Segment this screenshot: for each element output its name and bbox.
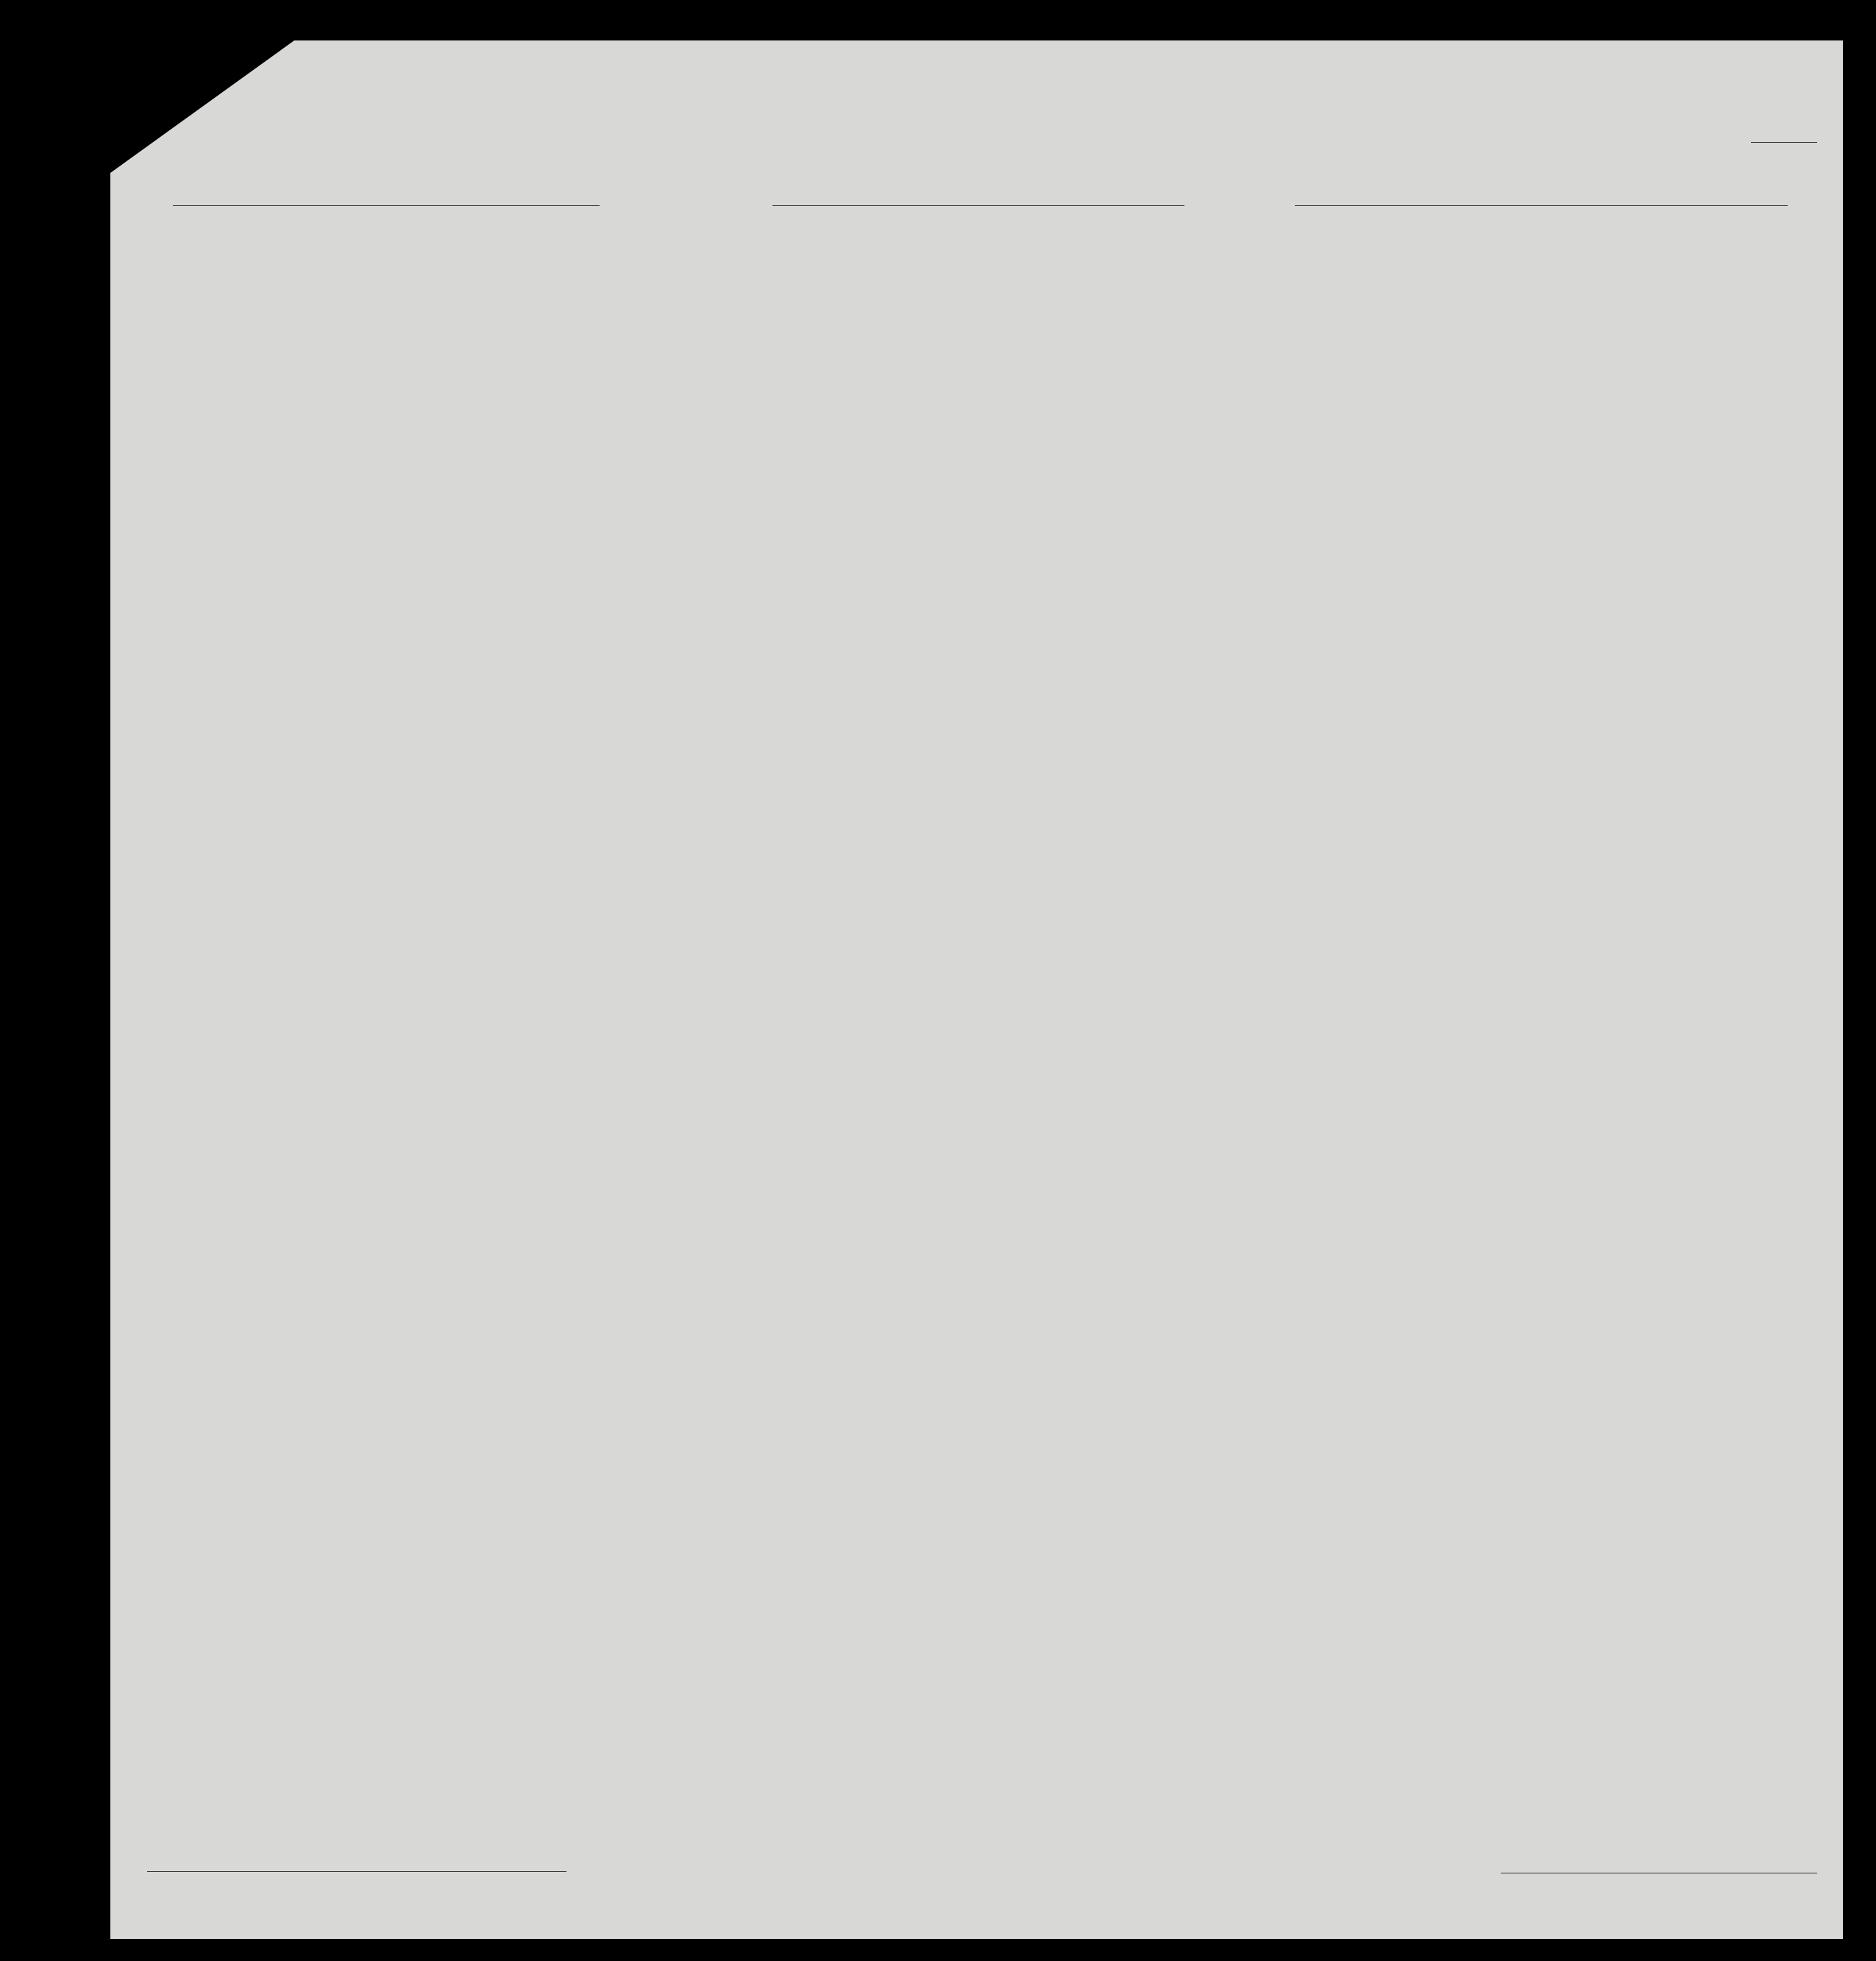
binder-hole: [74, 1770, 103, 1799]
line-underline: [147, 1871, 566, 1872]
binder-hole: [74, 725, 103, 754]
vessel-underline: [173, 205, 600, 206]
sailing-underline: [772, 205, 1184, 206]
binder-hole: [74, 622, 103, 651]
binder-hole: [74, 1284, 103, 1313]
crew-table: [138, 221, 1825, 1858]
sheet-underline: [1751, 142, 1817, 143]
date-underline: [1604, 205, 1788, 206]
torn-corner: [110, 40, 294, 173]
manifest-sheet: [110, 40, 1843, 1939]
binder-hole: [74, 1383, 103, 1413]
binder-hole: [74, 320, 103, 350]
binder-hole: [74, 223, 103, 252]
arriving-underline: [1295, 205, 1604, 206]
binder-hole: [74, 1674, 103, 1703]
